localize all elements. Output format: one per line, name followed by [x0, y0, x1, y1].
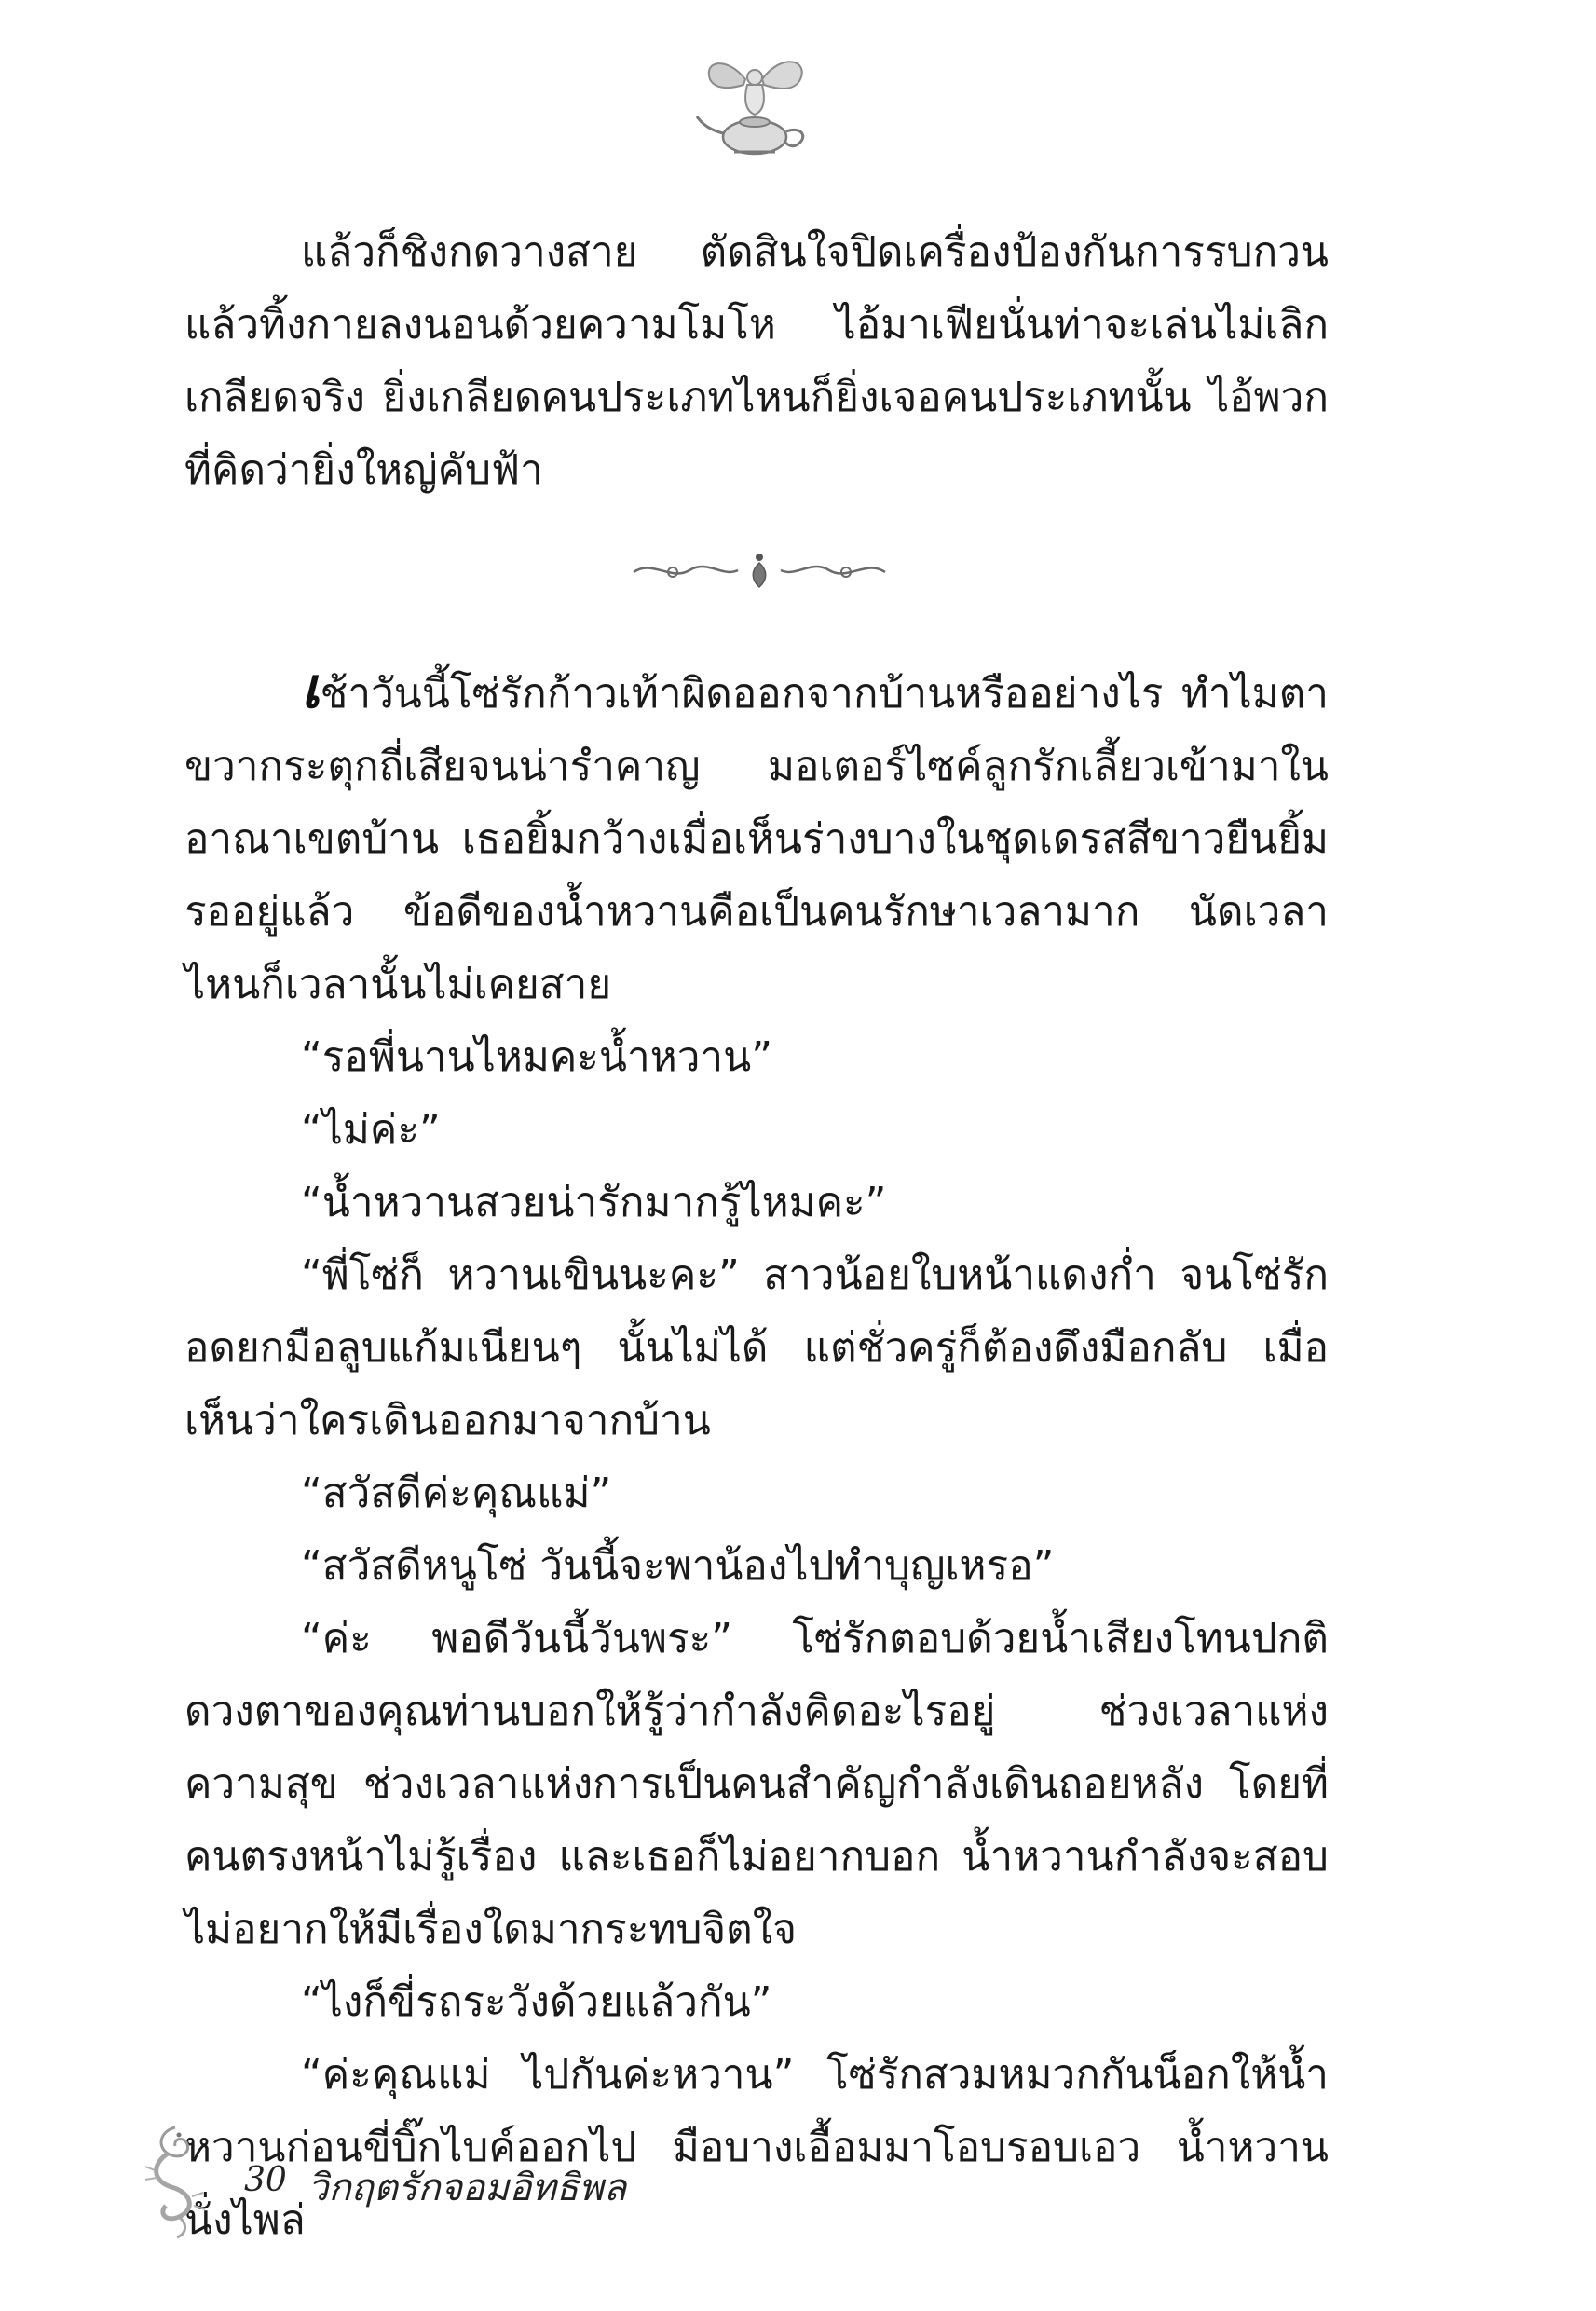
flourish-divider-icon — [624, 550, 894, 591]
dialogue-line: “น้ำหวานสวยน่ารักมากรู้ไหมคะ” — [301, 1179, 887, 1226]
paragraph: “ค่ะ พอดีวันนี้วันพระ” โซ่รักตอบด้วยน้ำเสียงโทนปกติ ดวงตาของคุณท่านบอกให้รู้ว่ากำลังคิดอะไรอยู่ ช่วงเวลาแห่งความสุข ช่วงเวลาแห่งการเป็นคนสำคัญกำลังเดินถอยหลัง โดยที่คนตรงหน้าไม่รู้เรื่อง และเธอก็ไม่อยากบอก น้ำหวานกำลังจะสอบ ไม่อยากให้มีเรื่องใดมากระทบจิตใจ — [184, 1615, 1329, 1953]
drop-cap: เ — [301, 656, 321, 721]
dragon-icon — [140, 2120, 210, 2241]
angel-teapot-ornament-icon — [689, 51, 820, 163]
paragraph-text: ช้าวันนี้โซ่รักก้าวเท้าผิดออกจากบ้านหรืออย่างไร ทำไมตาขวากระตุกถี่เสียจนน่ารำคาญ มอเตอร์ไซค์ลูกรักเลี้ยวเข้ามาในอาณาเขตบ้าน เธอยิ้มกว้างเมื่อเห็นร่างบางในชุดเดรสสีขาวยืนยิ้มรออยู่แล้ว ข้อดีของน้ำหวานคือเป็นคนรักษาเวลามาก นัดเวลาไหนก็เวลานั้นไม่เคยสาย — [184, 670, 1329, 1008]
dialogue-line: “สวัสดีค่ะคุณแม่” — [301, 1470, 612, 1517]
paragraph: แล้วก็ชิงกดวางสาย ตัดสินใจปิดเครื่องป้องกันการรบกวน แล้วทิ้งกายลงนอนด้วยความโมโห ไอ้มาเฟียนั่นท่าจะเล่นไม่เลิก เกลียดจริง ยิ่งเกลียดคนประเภทไหนก็ยิ่งเจอคนประเภทนั้น ไอ้พวกที่คิดว่ายิ่งใหญ่คับฟ้า — [184, 228, 1329, 494]
paragraph: “พี่โซ่ก็ หวานเขินนะคะ” สาวน้อยใบหน้าแดงก่ำ จนโซ่รักอดยกมือลูบแก้มเนียนๆ นั้นไม่ได้ แต่ชั่วครู่ก็ต้องดึงมือกลับ เมื่อเห็นว่าใครเดินออกมาจากบ้าน — [184, 1251, 1329, 1444]
page-footer — [140, 2120, 792, 2241]
text-block-main — [184, 652, 1329, 2257]
page-number: 30 — [244, 2161, 287, 2199]
dialogue-line: “ไม่ค่ะ” — [301, 1106, 441, 1154]
paragraph — [184, 652, 1329, 1021]
dialogue-line: “ไงก็ขี่รถระวังด้วยแล้วกัน” — [301, 1978, 772, 2026]
dialogue-line: “รอพี่นานไหมคะน้ำหวาน” — [301, 1033, 772, 1081]
dialogue-line: “สวัสดีหนูโซ่ วันนี้จะพาน้องไปทำบุญเหรอ” — [301, 1542, 1055, 1590]
paragraph: “ค่ะคุณแม่ ไปกันค่ะหวาน” โซ่รักสวมหมวกกันน็อกให้น้ำหวานก่อนขี่บิ๊กไบค์ออกไป มือบางเอื้อมมาโอบรอบเอว น้ำหวานนั่งไพล่ — [184, 2051, 1329, 2244]
running-title: วิกฤตรักจอมอิทธิพล — [307, 2167, 627, 2209]
text-block-top — [184, 216, 1329, 507]
